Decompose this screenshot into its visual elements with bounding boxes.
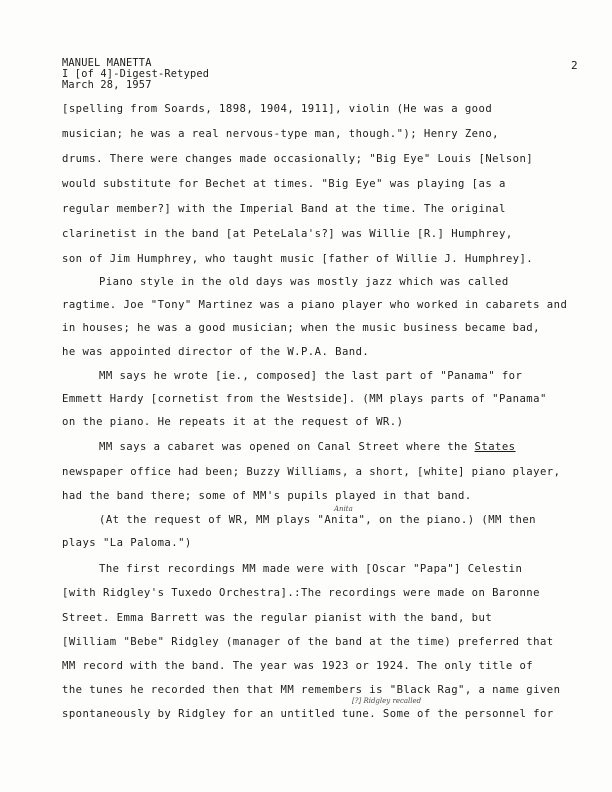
text-line: in houses; he was a good musician; when the music business became bad, bbox=[62, 322, 540, 334]
text-line: MM record with the band. The year was 1923 or 1924. The only title of bbox=[62, 660, 534, 672]
text-line: on the piano. He repeats it at the request of WR.) bbox=[62, 416, 404, 428]
handwritten-annotation: Anita bbox=[334, 505, 353, 513]
text-line: regular member?] with the Imperial Band at the time. The original bbox=[62, 203, 506, 215]
interviewee-name: MANUEL MANETTA bbox=[62, 57, 152, 69]
text-line: the tunes he recorded then that MM remembers is "Black Rag", a name given bbox=[62, 684, 561, 696]
text-line: MM says he wrote [ie., composed] the last part of "Panama" for bbox=[99, 370, 523, 382]
text-line: Piano style in the old days was mostly jazz which was called bbox=[99, 276, 509, 288]
text-line: clarinetist in the band [at PeteLala's?] was Willie [R.] Humphrey, bbox=[62, 228, 513, 240]
text-line: would substitute for Bechet at times. "Big Eye" was playing [as a bbox=[62, 178, 506, 190]
text-line: had the band there; some of MM's pupils played in that band. bbox=[62, 490, 472, 502]
text-line: drums. There were changes made occasionally; "Big Eye" Louis [Nelson] bbox=[62, 153, 534, 165]
page-number: 2 bbox=[571, 59, 578, 72]
text-line: ragtime. Joe "Tony" Martinez was a piano player who worked in cabarets and bbox=[62, 299, 568, 311]
text-line: musician; he was a real nervous-type man, though."); Henry Zeno, bbox=[62, 128, 499, 140]
text-line: Emmett Hardy [cornetist from the Westside]. (MM plays parts of "Panama" bbox=[62, 393, 547, 405]
text-line: plays "La Paloma.") bbox=[62, 537, 192, 549]
text-line: newspaper office had been; Buzzy Williams, a short, [white] piano player, bbox=[62, 466, 561, 478]
text-line: Street. Emma Barrett was the regular pianist with the band, but bbox=[62, 612, 493, 624]
text-line: he was appointed director of the W.P.A. Band. bbox=[62, 346, 370, 358]
text-line: [spelling from Soards, 1898, 1904, 1911], violin (He was a good bbox=[62, 103, 493, 115]
text-line: (At the request of WR, MM plays "Anita", on the piano.) (MM then bbox=[99, 514, 536, 526]
handwritten-annotation: [?] Ridgley recalled bbox=[352, 697, 422, 705]
text-line-head: MM says a cabaret was opened on Canal Street where the bbox=[99, 441, 468, 453]
reel-label: I [of 4]-Digest-Retyped bbox=[62, 68, 210, 80]
text-line: The first recordings MM made were with [Oscar "Papa"] Celestin bbox=[99, 563, 523, 575]
text-line: spontaneously by Ridgley for an untitled tune. Some of the personnel for bbox=[62, 708, 554, 720]
text-line bbox=[99, 441, 516, 453]
text-line: son of Jim Humphrey, who taught music [father of Willie J. Humphrey]. bbox=[62, 253, 534, 265]
underlined-word: States bbox=[474, 441, 516, 453]
interview-date: March 28, 1957 bbox=[62, 79, 152, 91]
text-line: [William "Bebe" Ridgley (manager of the band at the time) preferred that bbox=[62, 636, 554, 648]
text-line: [with Ridgley's Tuxedo Orchestra].:The recordings were made on Baronne bbox=[62, 587, 540, 599]
